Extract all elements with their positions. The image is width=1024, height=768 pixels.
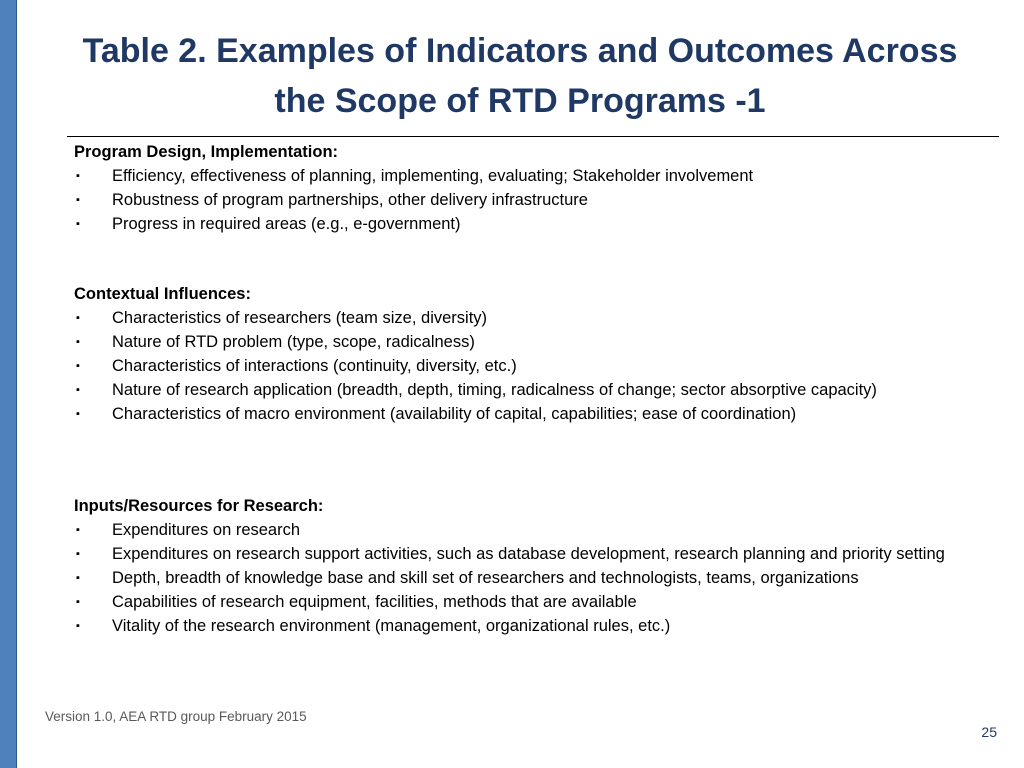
list-item-text: Capabilities of research equipment, facilities, methods that are available (112, 593, 637, 611)
square-bullet-icon: ▪ (76, 312, 80, 324)
list-item (74, 518, 994, 542)
list-item-text: Characteristics of macro environment (availability of capital, capabilities; ease of coordination) (112, 405, 797, 423)
square-bullet-icon: ▪ (76, 218, 80, 230)
square-bullet-icon: ▪ (76, 384, 80, 396)
list-item (74, 164, 994, 188)
section-program-design (74, 140, 994, 236)
square-bullet-icon: ▪ (76, 336, 80, 348)
list-item (74, 188, 994, 212)
footer-version: Version 1.0, AEA RTD group February 2015 (45, 709, 307, 724)
section-heading: Contextual Influences: (74, 285, 251, 303)
list-item (74, 590, 994, 614)
slide-body (74, 140, 994, 684)
square-bullet-icon: ▪ (76, 408, 80, 420)
list-item (74, 542, 994, 566)
square-bullet-icon: ▪ (76, 572, 80, 584)
list-item-text: Nature of RTD problem (type, scope, radicalness) (112, 333, 475, 351)
section-heading: Program Design, Implementation: (74, 143, 339, 161)
square-bullet-icon: ▪ (76, 194, 80, 206)
list-item-text: Depth, breadth of knowledge base and skill set of researchers and technologists, teams, organizations (112, 569, 859, 587)
square-bullet-icon: ▪ (76, 548, 80, 560)
list-item-text: Efficiency, effectiveness of planning, implementing, evaluating; Stakeholder involvement (112, 167, 754, 185)
list-item (74, 378, 994, 402)
title-line-1: Table 2. Examples of Indicators and Outcomes Across (82, 32, 958, 70)
list-item-text: Progress in required areas (e.g., e-government) (112, 215, 461, 233)
list-item-text: Characteristics of interactions (continuity, diversity, etc.) (112, 357, 517, 375)
list-item (74, 402, 994, 426)
section-contextual-influences (74, 282, 994, 426)
list-item (74, 212, 994, 236)
bullet-list (74, 164, 994, 236)
list-item-text: Expenditures on research support activities, such as database development, research planning and priority setting (112, 545, 945, 563)
title-line-2: the Scope of RTD Programs -1 (274, 82, 766, 120)
list-item (74, 566, 994, 590)
list-item (74, 330, 994, 354)
square-bullet-icon: ▪ (76, 596, 80, 608)
square-bullet-icon: ▪ (76, 360, 80, 372)
bullet-list (74, 306, 994, 426)
left-accent-bar (0, 0, 17, 768)
list-item (74, 354, 994, 378)
list-item-text: Robustness of program partnerships, other delivery infrastructure (112, 191, 588, 209)
section-inputs-resources (74, 494, 994, 638)
square-bullet-icon: ▪ (76, 620, 80, 632)
bullet-list (74, 518, 994, 638)
square-bullet-icon: ▪ (76, 524, 80, 536)
list-item-text: Expenditures on research (112, 521, 301, 539)
list-item (74, 306, 994, 330)
list-item-text: Nature of research application (breadth, depth, timing, radicalness of change; sector absorptive capacity) (112, 381, 877, 399)
title-divider (67, 136, 999, 137)
list-item (74, 614, 994, 638)
section-heading: Inputs/Resources for Research: (74, 497, 324, 515)
square-bullet-icon: ▪ (76, 170, 80, 182)
slide-title (40, 26, 1000, 126)
list-item-text: Vitality of the research environment (management, organizational rules, etc.) (112, 617, 671, 635)
page-number: 25 (981, 724, 997, 740)
list-item-text: Characteristics of researchers (team size, diversity) (112, 309, 488, 327)
